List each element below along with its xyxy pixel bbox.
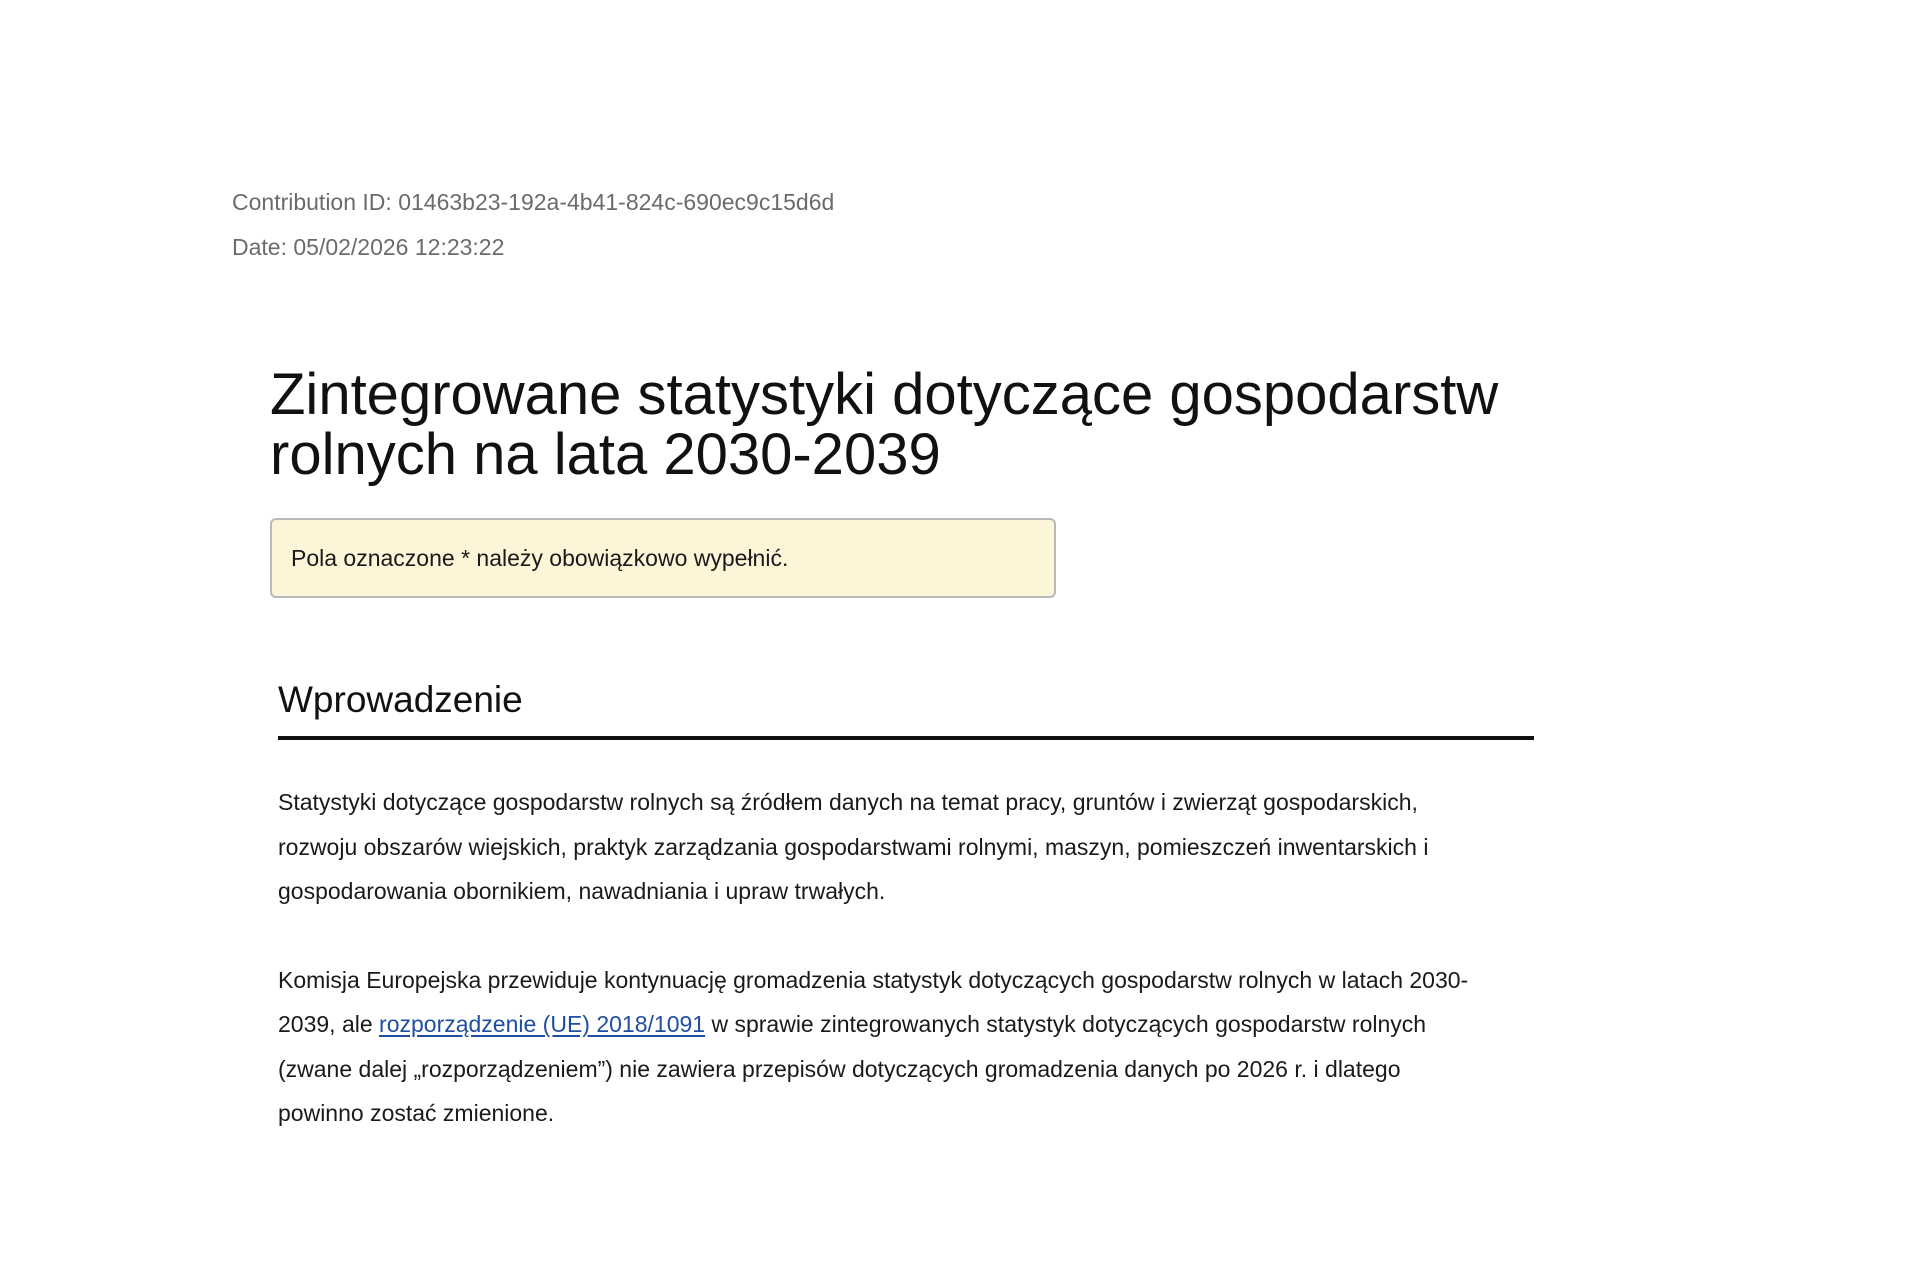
submission-meta <box>232 180 834 270</box>
regulation-link[interactable]: rozporządzenie (UE) 2018/1091 <box>379 1011 706 1037</box>
paragraph-2-text-start: Komisja Europejska przewiduje kontynuację gromadzenia statystyk dotyczących gospodarstw rolnych w latach 2030-2039, ale <box>278 966 1469 1037</box>
intro-section <box>278 670 1534 1136</box>
contribution-id: Contribution ID: 01463b23-192a-4b41-824c-690ec9c15d6d <box>232 189 835 215</box>
section-heading: Wprowadzenie <box>278 670 1534 740</box>
paragraph-2-text-end: w sprawie zintegrowanych statystyk dotyczących gospodarstw rolnych (zwane dalej „rozporządzeniem”) nie zawiera przepisów dotyczących gromadzenia danych po 2026 r. i dlatego powinno zostać zmienione. <box>278 1011 1427 1126</box>
required-fields-notice <box>270 518 1056 598</box>
page-title: Zintegrowane statystyki dotyczące gospodarstw rolnych na lata 2030-2039 <box>270 362 1499 487</box>
notice-text: Pola oznaczone * należy obowiązkowo wypełnić. <box>291 544 789 571</box>
intro-paragraph-1: Statystyki dotyczące gospodarstw rolnych są źródłem danych na temat pracy, gruntów i zwierząt gospodarskich, rozwoju obszarów wiejskich, praktyk zarządzania gospodarstwami rolnymi, maszyn, pomieszczeń inwentarskich i gospodarowania obornikiem, nawadniania i upraw trwałych. <box>278 789 1429 904</box>
intro-paragraph-2 <box>278 958 1478 1136</box>
submission-date: Date: 05/02/2026 12:23:22 <box>232 234 505 260</box>
